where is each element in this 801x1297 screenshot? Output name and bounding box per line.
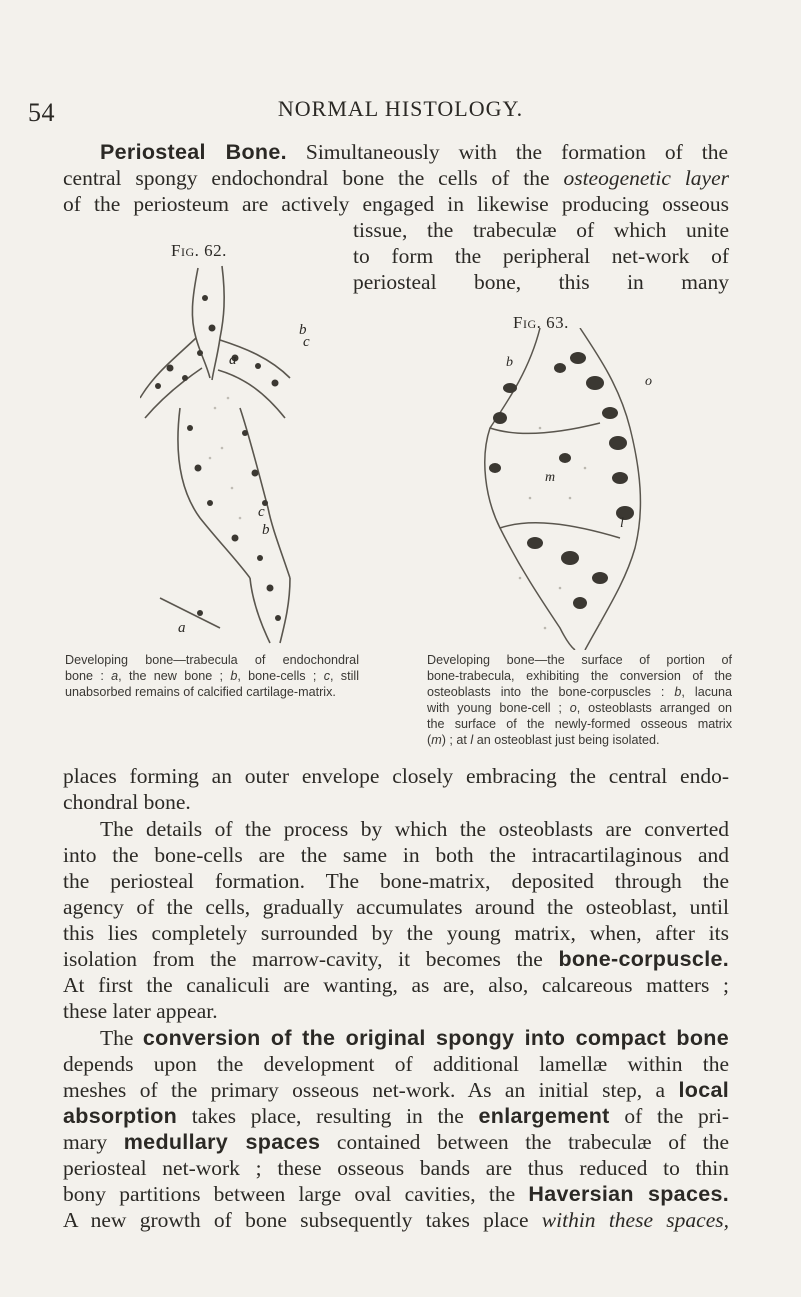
body-p3-line-1: The conversion of the original spongy into compact bone: [100, 1026, 729, 1050]
body-p2-line-2: into the bone-cells are the same in both the intracartilaginous and: [63, 843, 729, 867]
fig62-letter-a: a: [229, 352, 237, 368]
intro-line-6: periosteal bone, this in many: [353, 270, 729, 294]
fig63-label: Fig. 63.: [513, 313, 569, 332]
body-p1-line-1: places forming an outer envelope closely embracing the central endo-: [63, 764, 729, 788]
fig62-illustration: [140, 258, 320, 648]
intro-line-3: of the periosteum are actively engaged in likewise producing osseous: [63, 192, 729, 216]
term-bone-corpuscle: bone-corpuscle.: [558, 947, 729, 971]
fig62-letter-b: b: [299, 322, 307, 338]
fig62-letter-c2: c: [258, 504, 265, 520]
fig63-letter-m: m: [545, 470, 556, 485]
fig62-letter-c: c: [303, 334, 310, 350]
intro-line-4: tissue, the trabeculæ of which unite: [353, 218, 729, 242]
page-number: 54: [28, 98, 55, 127]
intro-line-2: central spongy endochondral bone the cells of the osteogenetic layer: [63, 166, 730, 190]
body-p3-line-7: bony partitions between large oval cavities, the Haversian spaces.: [63, 1182, 729, 1206]
body-p2-line-1: The details of the process by which the osteoblasts are converted: [100, 817, 729, 841]
intro-line-1: Periosteal Bone. Simultaneously with the formation of the: [100, 140, 728, 164]
body-p3-line-2: depends upon the development of additional lamellæ within the: [63, 1052, 729, 1076]
body-p3-line-8: A new growth of bone subsequently takes place within these spaces,: [63, 1208, 729, 1232]
fig63-letter-b: b: [506, 355, 513, 370]
body-p2-line-7: At first the canaliculi are wanting, as are, also, calcareous matters ;: [63, 973, 729, 997]
body-p2-line-3: the periosteal formation. The bone-matrix, deposited through the: [63, 869, 729, 893]
running-title: NORMAL HISTOLOGY.: [277, 96, 524, 121]
fig63-letter-l: l: [620, 516, 624, 531]
fig62-letter-a2: a: [178, 620, 186, 636]
body-p3-line-3: meshes of the primary osseous net-work. As an initial step, a local: [63, 1078, 729, 1102]
fig62-letter-b2: b: [262, 522, 270, 538]
body-p3-line-4: absorption takes place, resulting in the enlargement of the pri-: [63, 1104, 730, 1128]
section-heading: Periosteal Bone.: [100, 140, 287, 164]
body-p1-line-2: chondral bone.: [63, 790, 191, 814]
intro-line-5: to form the peripheral net-work of: [353, 244, 729, 268]
body-p2-line-5: this lies completely surrounded by the young matrix, when, after its: [63, 921, 729, 945]
body-p3-line-5: mary medullary spaces contained between the trabeculæ of the: [63, 1130, 729, 1154]
body-p3-line-6: periosteal net-work ; these osseous bands are thus reduced to thin: [63, 1156, 729, 1180]
fig63-illustration: [470, 328, 660, 650]
body-p2-line-8: these later appear.: [63, 999, 218, 1023]
body-p2-line-6: isolation from the marrow-cavity, it becomes the bone-corpuscle.: [63, 947, 729, 971]
fig63-letter-o: o: [645, 374, 652, 389]
fig62-label: Fig. 62.: [171, 241, 227, 260]
body-p2-line-4: agency of the cells, gradually accumulates around the osteoblast, until: [63, 895, 729, 919]
